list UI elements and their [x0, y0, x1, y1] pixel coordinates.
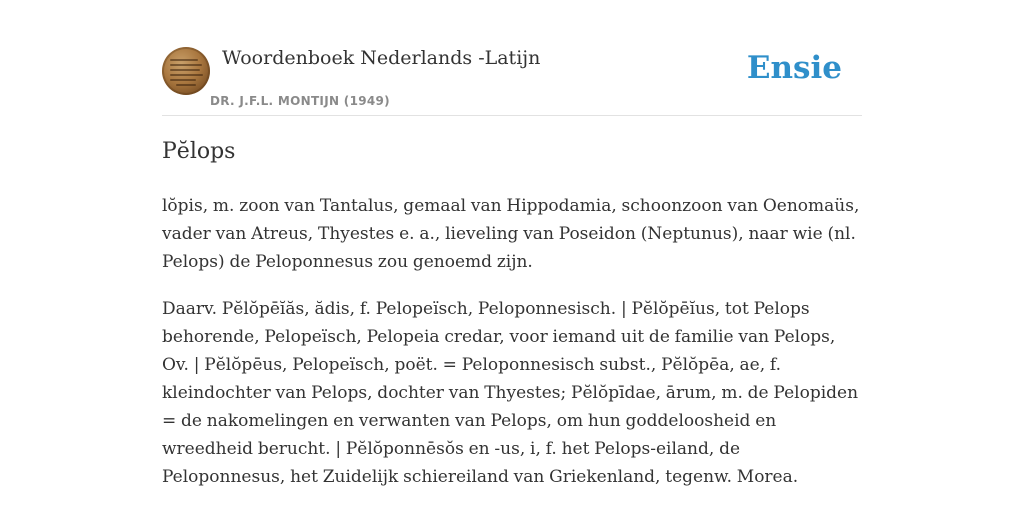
ensie-logo-link[interactable]: Ensie: [746, 50, 842, 86]
page-header: [162, 44, 862, 116]
entry-paragraph: Daarv. Pĕlŏpēĭăs, ădis, f. Pelopeïsch, Peloponnesisch. | Pĕlŏpēĭus, tot Pelops behorende, Pelopeïsch, Pelopeia credar, voor iemand uit de familie van Pelops, Ov. | Pĕlŏpēus, Pelopeïsch, poët. = Peloponnesisch subst., Pĕlŏpēa, ae, f. kleindochter van Pelops, dochter van Thyestes; Pĕlŏpīdae, ārum, m. de Pelopiden = de nakomelingen en verwanten van Pelops, om hun goddeloosheid en wreedheid berucht. | Pĕlŏponnēsŏs en -us, i, f. het Pelops-eiland, de Peloponnesus, het Zuidelijk schiereiland van Griekenland, tegenw. Morea.: [162, 299, 859, 487]
bronze-tablet-icon[interactable]: [162, 47, 210, 95]
entry-paragraph: lŏpis, m. zoon van Tantalus, gemaal van Hippodamia, schoonzoon van Oenomaüs, vader van Atreus, Thyestes e. a., lieveling van Poseidon (Neptunus), naar wie (nl. Pelops) de Peloponnesus zou genoemd zijn.: [162, 196, 860, 272]
book-title[interactable]: Woordenboek Nederlands -Latijn: [222, 47, 541, 69]
entry-title: Pĕlops: [162, 139, 236, 164]
author-label: DR. J.F.L. MONTIJN (1949): [210, 94, 390, 108]
entry-content: [162, 192, 862, 510]
